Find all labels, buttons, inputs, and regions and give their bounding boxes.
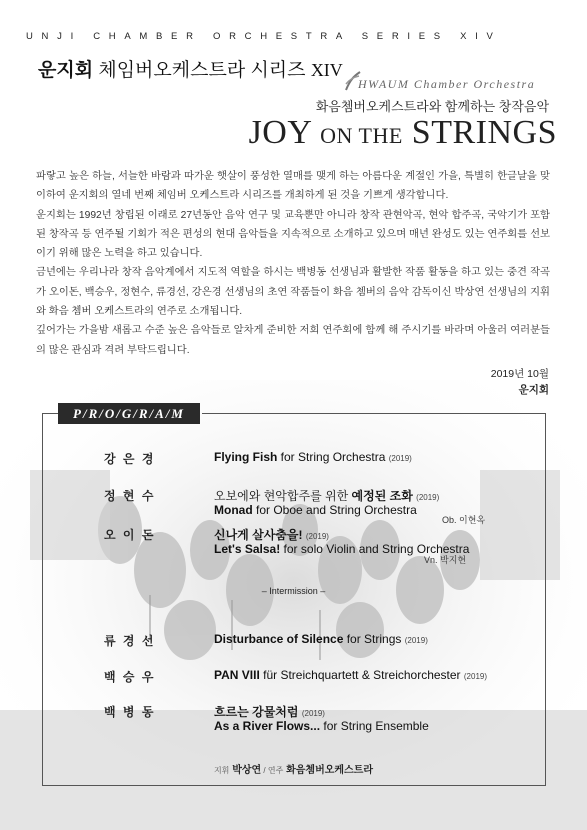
intermission: – Intermission – — [261, 586, 326, 596]
work-instrumentation: for Oboe and String Orchestra — [252, 503, 417, 517]
work-year: (2019) — [301, 709, 325, 718]
conductor-label: 지휘 — [213, 766, 230, 775]
work-instrumentation: for solo Violin and String Orchestra — [280, 542, 470, 556]
conductor-name: 박상연 — [232, 765, 262, 776]
program-work — [214, 526, 329, 543]
work-year: (2019) — [463, 672, 488, 681]
work-title: PAN VIII — [214, 668, 260, 682]
work-year: (2019) — [305, 532, 329, 541]
work-instrumentation: for String Ensemble — [320, 719, 429, 733]
work-subtitle — [214, 503, 417, 517]
signoff-date: 2019년 10월 — [490, 368, 549, 380]
program-badge — [58, 403, 200, 424]
program-work — [214, 450, 412, 464]
performer-name: 화음쳄버오케스트라 — [286, 765, 374, 776]
title-joy: JOY — [248, 114, 312, 151]
title-on-the: ON THE — [320, 123, 403, 148]
heading-numeral: XIV — [310, 60, 343, 80]
work-instrumentation: for String Orchestra — [277, 450, 389, 464]
program-work — [214, 703, 325, 720]
composer-name: 강 은 경 — [104, 452, 156, 466]
work-title: 예정된 조화 — [351, 489, 413, 503]
credits — [0, 761, 587, 776]
work-subtitle-title: As a River Flows... — [214, 719, 321, 733]
work-instrumentation: für Streichquartett & Streichorchester — [259, 668, 464, 682]
hwaum-logo-text: HWAUM Chamber Orchestra — [358, 77, 536, 91]
concert-heading — [38, 55, 343, 82]
intro-paragraph: 운지회는 1992년 창립된 이래로 27년동안 음악 연구 및 교육뿐만 아니라 창작 관현악곡, 현악 합주곡, 국악기가 포함된 창작곡 등 연주될 기회가 적은 편성의 현대 음악들을 지속적으로 소개하고 있으며 매년 완성도 있는 연주회를 선보이기 위해 많은 노력을 하고 있습니다. — [36, 209, 550, 260]
intro-paragraph: 깊어가는 가을밤 새롭고 수준 높은 음악들로 알차게 준비한 저희 연주회에 함께 해 주시기를 바라며 아울러 여러분들의 많은 관심과 격려 부탁드립니다. — [36, 325, 550, 356]
soloist: Vn. 박지현 — [424, 555, 467, 565]
collab-subtitle — [316, 96, 549, 115]
intro-paragraph: 금년에는 우리나라 창작 음악계에서 지도적 역할을 하시는 백병동 선생님과 활발한 작품 활동을 하고 있는 중견 작곡가 오이돈, 백승우, 정현수, 류경선, 강은경 선생님의 초연 작품들이 화음 쳄버의 음악 감독이신 박상연 선생님의 지휘와 화음 쳄버 오케스트라의 연주로 소개됩니다. — [36, 267, 550, 318]
intro-paragraph: 파랗고 높은 하늘, 서늘한 바람과 따가운 햇살이 풍성한 열매를 맺게 하는 아름다운 계절인 가을, 특별히 한글날을 맞이하여 운지회의 열네 번째 체임버 오케스트라 시리즈를 개최하게 된 것을 기쁘게 생각합니다. — [36, 171, 550, 202]
work-title-prefix: 오보에와 현악합주를 위한 — [214, 489, 352, 503]
work-subtitle-title: Let's Salsa! — [214, 542, 281, 556]
work-title: Flying Fish — [214, 450, 278, 464]
heading-org: 운지회 — [38, 60, 94, 81]
program-badge-label: P/R/O/G/R/A/M — [73, 406, 185, 421]
work-instrumentation: for Strings — [343, 632, 405, 646]
work-year: (2019) — [404, 636, 428, 645]
work-title: 흐르는 강물처럼 — [214, 705, 299, 719]
work-subtitle-title: Monad — [214, 503, 253, 517]
intro-text — [36, 167, 550, 360]
composer-name: 류 경 선 — [104, 634, 156, 648]
collab-orchestra: 화음쳄버오케스트라 — [315, 99, 429, 114]
work-subtitle — [214, 719, 429, 733]
heading-series: 체임버오케스트라 시리즈 — [98, 60, 306, 81]
composer-name: 정 현 수 — [104, 489, 156, 503]
concert-title — [249, 114, 557, 152]
program-work — [214, 668, 487, 682]
soloist: Ob. 이현옥 — [442, 515, 486, 525]
title-strings: STRINGS — [411, 114, 557, 151]
work-title: 신나게 살사춤을! — [214, 528, 303, 542]
composer-name: 백 병 동 — [104, 705, 156, 719]
work-title: Disturbance of Silence — [214, 632, 344, 646]
work-year: (2019) — [416, 493, 440, 502]
performer-label: 연주 — [267, 766, 284, 775]
composer-name: 백 승 우 — [104, 670, 156, 684]
program-work — [214, 487, 439, 504]
program-work — [214, 632, 428, 646]
credits-separator: / — [261, 766, 268, 775]
work-year: (2019) — [388, 454, 412, 463]
composer-name: 오 이 돈 — [104, 528, 156, 542]
series-title: UNJI CHAMBER ORCHESTRA SERIES XIV — [26, 31, 502, 42]
collab-rest: 와 함께하는 창작음악 — [428, 99, 549, 114]
